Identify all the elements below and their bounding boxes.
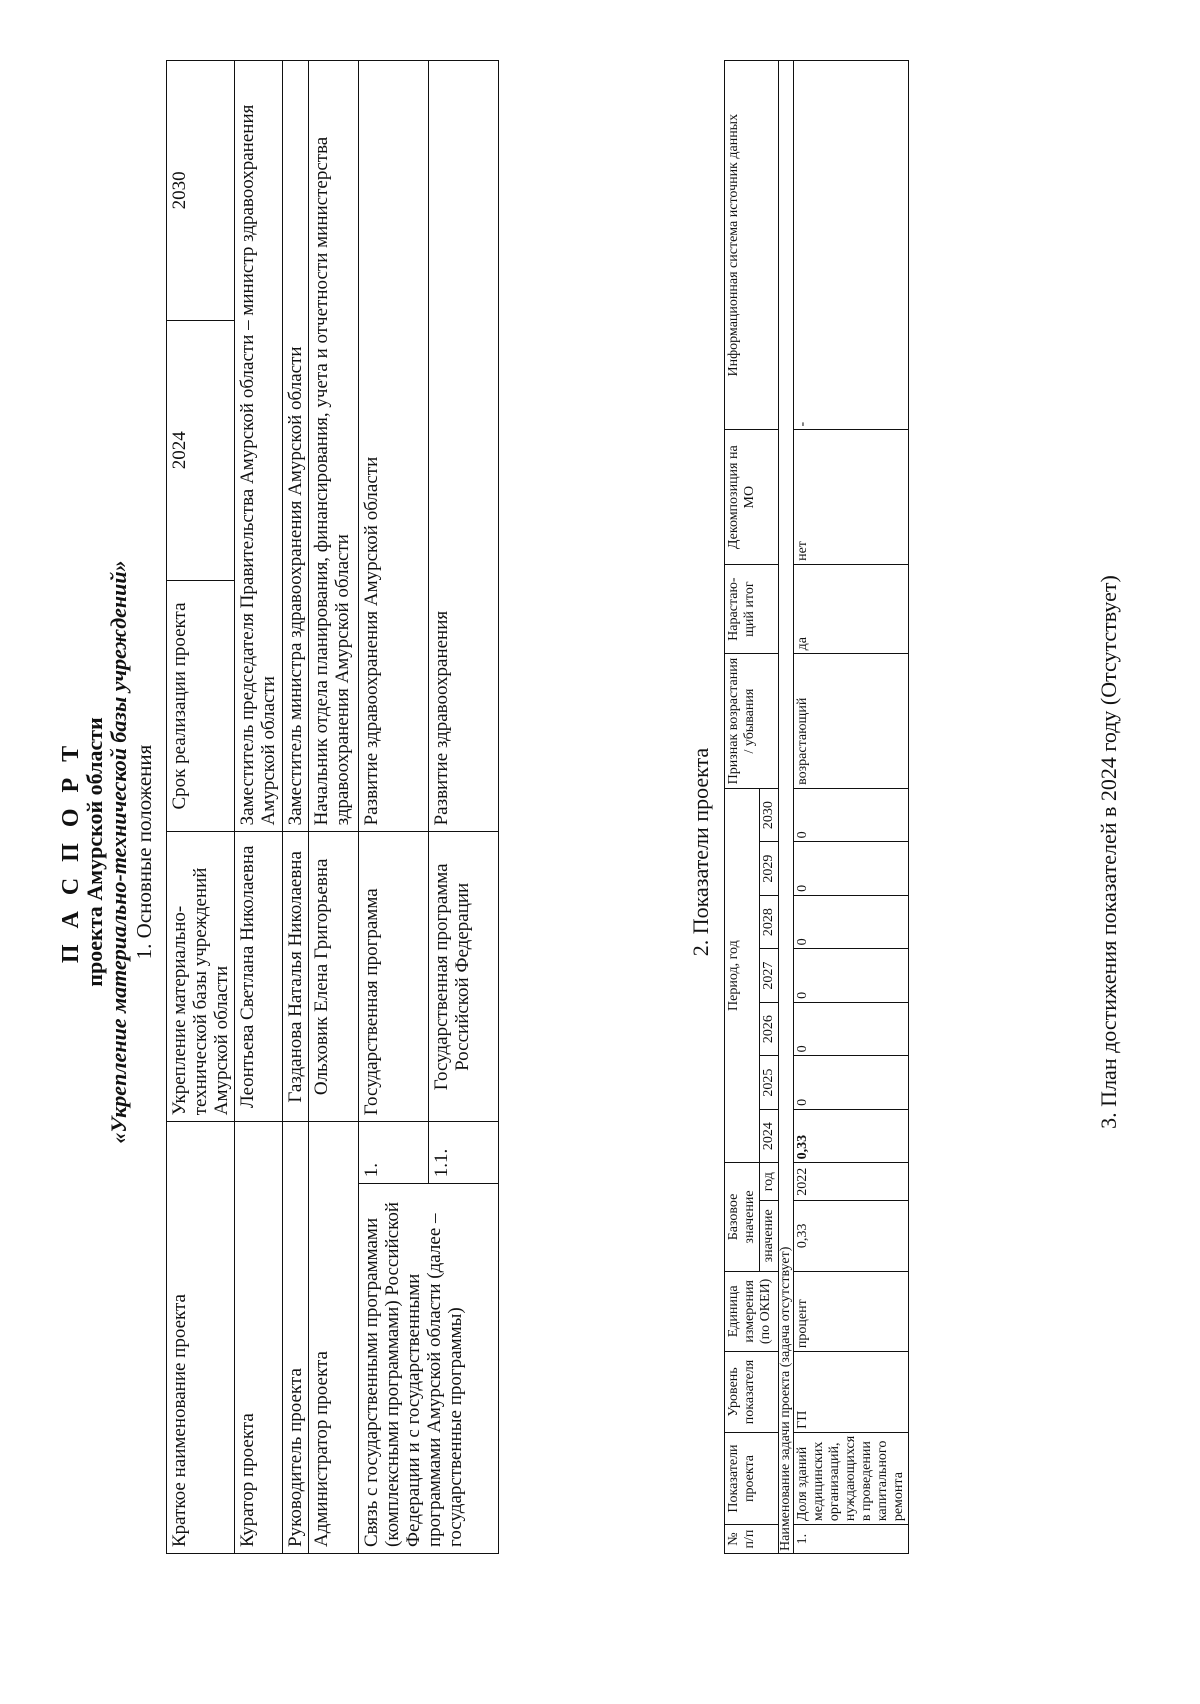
- indicators-table: [724, 60, 909, 1554]
- row-unit: процент: [794, 1271, 909, 1352]
- col-decomposition: Декомпозиция на МО: [725, 430, 779, 564]
- admin-name: Ольховик Елена Григорьевна: [309, 832, 359, 1122]
- col-period: Период, год: [725, 788, 760, 1163]
- col-year: 2027: [760, 949, 779, 1003]
- row-base-value: 0,33: [794, 1201, 909, 1272]
- col-source: Информационная система источник данных: [725, 61, 779, 430]
- admin-position: Начальник отдела планирования, финансирования, учета и отчетности министерства здравоохранения Амурской области: [309, 61, 359, 832]
- col-base-year: год: [760, 1163, 779, 1201]
- period-start: 2024: [167, 320, 235, 580]
- link2-num: 1.1.: [429, 1122, 499, 1184]
- row-num: 1.: [794, 1525, 909, 1554]
- doc-subtitle: проекта Амурской области: [82, 717, 107, 987]
- section3-heading: 3. План достижения показателей в 2024 году (Отсутствует): [1096, 575, 1121, 1129]
- col-year: 2030: [760, 788, 779, 842]
- col-num: № п/п: [725, 1525, 779, 1554]
- link1-type: Государственная программа: [359, 832, 429, 1122]
- row-growth: возрастающий: [794, 654, 909, 789]
- row-value: 0,33: [794, 1109, 909, 1163]
- col-year: 2024: [760, 1109, 779, 1163]
- row-decomposition: нет: [794, 430, 909, 564]
- doc-title: П А С П О Р Т: [58, 740, 84, 964]
- section1-heading: 1. Основные положения: [132, 744, 156, 960]
- row-cumulative: да: [794, 564, 909, 653]
- curator-label: Куратор проекта: [235, 1122, 283, 1554]
- col-cumulative: Нарастаю-щий итог: [725, 564, 779, 653]
- row-value: 0: [794, 788, 909, 842]
- row-indicator: Доля зданий медицинских организаций, нуждающихся в проведении капитального ремонта: [794, 1432, 909, 1524]
- col-year: 2025: [760, 1056, 779, 1110]
- col-growth: Признак возрастания / убывания: [725, 654, 779, 789]
- link2-type: Государственная программа Российской Федерации: [429, 832, 499, 1122]
- short-name-value: Укрепление материально-технической базы учреждений Амурской области: [167, 832, 235, 1122]
- col-level: Уровень показателя: [725, 1352, 779, 1433]
- section2-heading: 2. Показатели проекта: [688, 747, 713, 957]
- row-value: 0: [794, 949, 909, 1003]
- period-end: 2030: [167, 61, 235, 321]
- link1-value: Развитие здравоохранения Амурской области: [359, 61, 429, 832]
- task-row: Наименование задачи проекта (задача отсутствует): [779, 61, 794, 1554]
- link2-value: Развитие здравоохранения: [429, 61, 499, 832]
- col-base-value: значение: [760, 1201, 779, 1272]
- row-value: 0: [794, 895, 909, 949]
- col-base: Базовое значение: [725, 1163, 760, 1271]
- curator-position: Заместитель председателя Правительства Амурской области – министр здравоохранения Амурской области: [235, 61, 283, 832]
- col-year: 2029: [760, 842, 779, 896]
- col-year: 2026: [760, 1002, 779, 1056]
- admin-label: Администратор проекта: [309, 1122, 359, 1554]
- head-label: Руководитель проекта: [283, 1122, 309, 1554]
- project-name: «Укрепление материально-технической базы учреждений»: [106, 560, 131, 1144]
- links-label: Связь с государственными программами (комплексными программами) Российской Федерации и с государственными программами Амурской области (далее – государственные программы): [359, 1184, 499, 1554]
- curator-name: Леонтьева Светлана Николаевна: [235, 832, 283, 1122]
- row-value: 0: [794, 842, 909, 896]
- col-indicator: Показатели проекта: [725, 1432, 779, 1524]
- row-level: ГП: [794, 1352, 909, 1433]
- link1-num: 1.: [359, 1122, 429, 1184]
- short-name-label: Краткое наименование проекта: [167, 1122, 235, 1554]
- head-position: Заместитель министра здравоохранения Амурской области: [283, 61, 309, 832]
- col-unit: Единица измерения (по ОКЕИ): [725, 1271, 779, 1352]
- col-year: 2028: [760, 895, 779, 949]
- row-source: -: [794, 61, 909, 430]
- head-name: Газданова Наталья Николаевна: [283, 832, 309, 1122]
- row-value: 0: [794, 1056, 909, 1110]
- row-value: 0: [794, 1002, 909, 1056]
- row-base-year: 2022: [794, 1163, 909, 1201]
- main-provisions-table: [166, 60, 499, 1554]
- period-label: Срок реализации проекта: [167, 580, 235, 832]
